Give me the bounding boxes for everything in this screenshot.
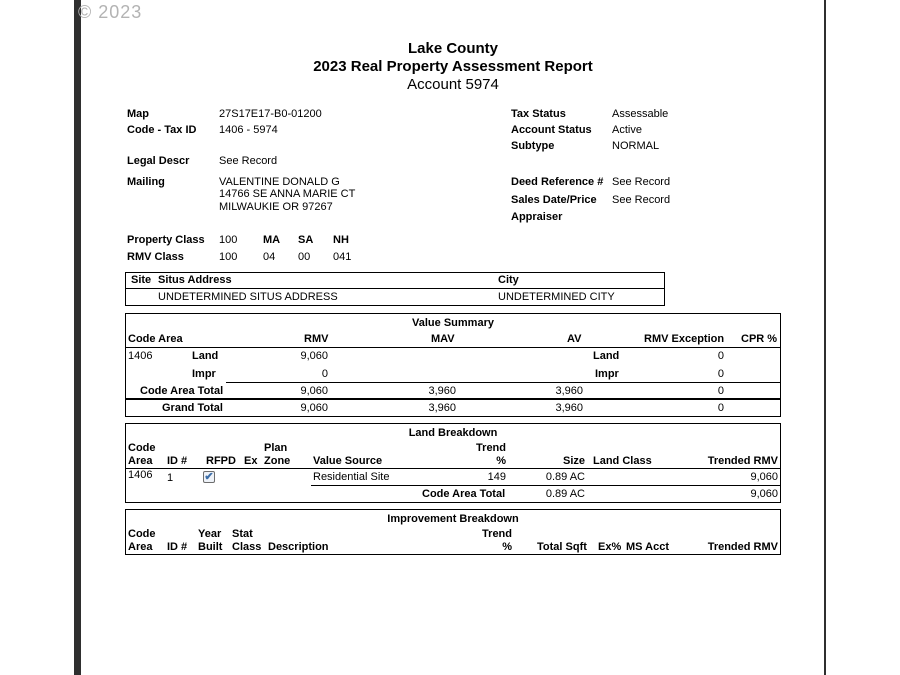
vs-gt-av: 3,960 — [555, 402, 583, 414]
rmv-class-label: RMV Class — [127, 251, 184, 263]
vs-cat-av: 3,960 — [555, 385, 583, 397]
ib-header-built: Built — [198, 541, 223, 553]
vs-code-area-value: 1406 — [128, 350, 153, 362]
account-number: Account 5974 — [407, 76, 499, 93]
right-border-bar — [824, 0, 826, 675]
situs-address-value: UNDETERMINED SITUS ADDRESS — [158, 291, 338, 303]
lb-header-trend: Trend — [476, 442, 506, 454]
sales-date-label: Sales Date/Price — [511, 194, 597, 206]
legal-descr-label: Legal Descr — [127, 155, 190, 167]
ib-header-ms-acct: MS Acct — [626, 541, 669, 553]
vs-header-rmv: RMV — [304, 333, 329, 345]
mailing-label: Mailing — [127, 176, 165, 188]
vs-land-rmv: 9,060 — [300, 350, 328, 362]
account-status-value: Active — [612, 124, 642, 136]
vs-subtotal-divider — [226, 382, 781, 383]
deed-reference-label: Deed Reference # — [511, 176, 604, 188]
vs-grand-total-label: Grand Total — [162, 402, 223, 414]
ib-header-stat: Stat — [232, 528, 253, 540]
ib-header-year: Year — [198, 528, 222, 540]
vs-cat-mav: 3,960 — [428, 385, 456, 397]
lb-header-ex: Ex — [244, 455, 258, 467]
vs-gt-rmv: 9,060 — [300, 402, 328, 414]
vs-land-label: Land — [192, 350, 219, 362]
lb-row-trended-rmv: 9,060 — [750, 471, 778, 483]
map-label: Map — [127, 108, 149, 120]
lb-header-id: ID # — [167, 455, 188, 467]
mailing-line-3: MILWAUKIE OR 97267 — [219, 201, 333, 213]
situs-city-value: UNDETERMINED CITY — [498, 291, 615, 303]
lb-row-value-source: Residential Site — [313, 471, 390, 483]
ib-header-area: Area — [128, 541, 153, 553]
property-class-value: 100 — [219, 234, 238, 246]
vs-cat-exception: 0 — [717, 385, 724, 397]
rfpd-checkbox[interactable]: ✔ — [204, 471, 214, 483]
situs-city-header: City — [498, 274, 519, 286]
appraiser-label: Appraiser — [511, 211, 563, 223]
vs-header-mav: MAV — [431, 333, 455, 345]
county-title: Lake County — [407, 40, 498, 57]
vs-gt-exception: 0 — [717, 402, 724, 414]
ib-header-trended-rmv: Trended RMV — [707, 541, 778, 553]
left-border-bar — [74, 0, 81, 675]
nh-label: NH — [333, 234, 349, 246]
lb-row-code-area: 1406 — [128, 469, 153, 481]
deed-reference-value: See Record — [612, 176, 671, 188]
lb-header-divider — [125, 468, 781, 469]
vs-header-rmv-exception: RMV Exception — [644, 333, 725, 345]
subtype-label: Subtype — [511, 140, 555, 152]
situs-divider — [125, 288, 665, 289]
ib-header-ex-pct: Ex% — [598, 541, 622, 553]
code-tax-label: Code - Tax ID — [127, 124, 197, 136]
ma-value: 04 — [263, 251, 276, 263]
vs-header-divider — [125, 347, 781, 348]
land-breakdown-title: Land Breakdown — [408, 427, 498, 439]
subtype-value: NORMAL — [612, 140, 660, 152]
mailing-line-2: 14766 SE ANNA MARIE CT — [219, 188, 356, 200]
ib-header-total-sqft: Total Sqft — [537, 541, 587, 553]
lb-total-label: Code Area Total — [422, 488, 506, 500]
lb-total-trended-rmv: 9,060 — [750, 488, 778, 500]
ib-header-id: ID # — [167, 541, 188, 553]
improvement-breakdown-title: Improvement Breakdown — [387, 513, 519, 525]
ib-header-code: Code — [128, 528, 156, 540]
vs-cat-rmv: 9,060 — [300, 385, 328, 397]
mailing-line-1: VALENTINE DONALD G — [219, 176, 340, 188]
account-status-label: Account Status — [511, 124, 592, 136]
sales-date-value: See Record — [612, 194, 671, 206]
vs-grand-total-divider — [125, 398, 781, 400]
lb-header-code: Code — [128, 442, 156, 454]
lb-header-land-class: Land Class — [593, 455, 652, 467]
vs-header-av: AV — [567, 333, 582, 345]
nh-value: 041 — [333, 251, 352, 263]
property-class-label: Property Class — [127, 234, 205, 246]
ma-label: MA — [263, 234, 281, 246]
lb-header-size: Size — [562, 455, 585, 467]
tax-status-label: Tax Status — [511, 108, 566, 120]
sa-label: SA — [298, 234, 314, 246]
lb-header-trended-rmv: Trended RMV — [707, 455, 778, 467]
vs-impr-label: Impr — [192, 368, 216, 380]
vs-impr-rmv: 0 — [321, 368, 328, 380]
value-summary-title: Value Summary — [412, 317, 494, 329]
ib-header-description: Description — [268, 541, 329, 553]
lb-total-divider — [311, 485, 781, 486]
lb-header-trend-pct: % — [496, 455, 506, 467]
map-value: 27S17E17-B0-01200 — [219, 108, 322, 120]
legal-descr-value: See Record — [219, 155, 278, 167]
lb-header-area: Area — [128, 455, 153, 467]
vs-code-area-total-label: Code Area Total — [140, 385, 224, 397]
lb-row-trend: 149 — [487, 471, 506, 483]
vs-exception-impr-value: 0 — [717, 368, 724, 380]
lb-header-rfpd: RFPD — [206, 455, 236, 467]
situs-address-header: Situs Address — [158, 274, 232, 286]
ib-header-class: Class — [232, 541, 262, 553]
lb-header-zone: Zone — [264, 455, 291, 467]
lb-row-size: 0.89 AC — [545, 471, 585, 483]
tax-status-value: Assessable — [612, 108, 669, 120]
copyright-watermark: © 2023 — [78, 2, 143, 22]
vs-exception-impr-label: Impr — [595, 368, 619, 380]
lb-total-size: 0.89 AC — [545, 488, 585, 500]
lb-row-id: 1 — [167, 472, 174, 484]
vs-gt-mav: 3,960 — [428, 402, 456, 414]
rmv-class-value: 100 — [219, 251, 238, 263]
vs-header-cpr: CPR % — [741, 333, 778, 345]
ib-header-trend: Trend — [482, 528, 512, 540]
code-tax-value: 1406 - 5974 — [219, 124, 278, 136]
situs-site-header: Site — [131, 274, 152, 286]
lb-header-plan: Plan — [264, 442, 288, 454]
vs-header-code-area: Code Area — [128, 333, 183, 345]
lb-header-value-source: Value Source — [313, 455, 383, 467]
vs-exception-land-label: Land — [593, 350, 620, 362]
ib-header-trend-pct: % — [502, 541, 512, 553]
report-title: 2023 Real Property Assessment Report — [313, 58, 593, 75]
sa-value: 00 — [298, 251, 311, 263]
vs-exception-land-value: 0 — [717, 350, 724, 362]
